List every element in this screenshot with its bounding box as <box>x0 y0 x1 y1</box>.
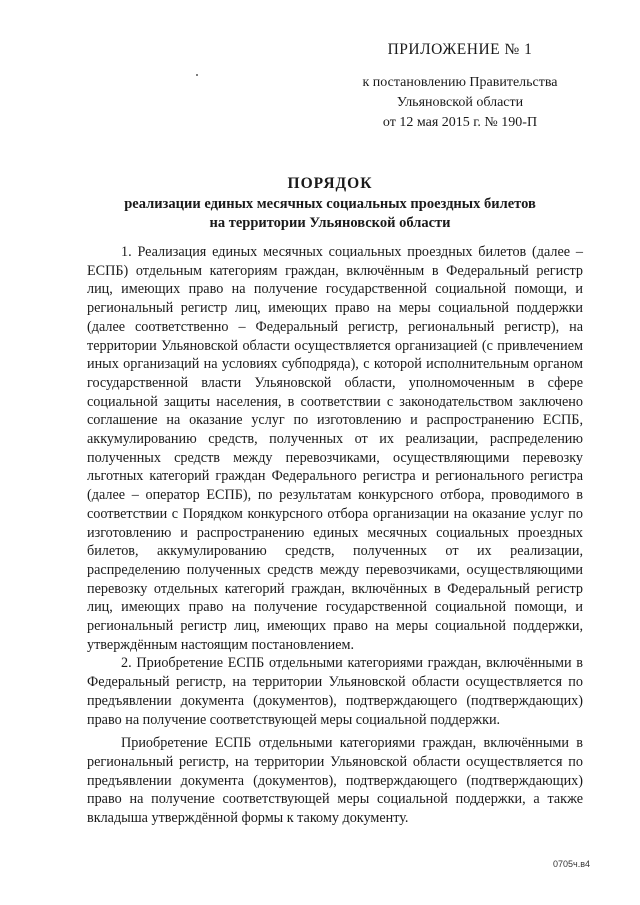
paragraph-1: 1. Реализация единых месячных социальных проездных билетов (далее – ЕСПБ) отдельным категориям граждан, включённым в Федеральный регистр лиц, имеющих право на получение государственной социальной помощи, и региональный регистр лиц, имеющих право на меры социальной поддержки (далее соответственно – Федеральный регистр, региональный регистр), на территории Ульяновской области осуществляется организацией (с привлечением иных организаций на условиях субподряда), с которой исполнительным органом государственной власти Ульяновской области, уполномоченным в сфере социальной защиты населения, в соответствии с законодательством заключено соглашение на оказание услуг по изготовлению и распространению ЕСПБ, аккумулированию средств, полученных от их реализации, распределению полученных средств между перевозчиками, осуществляющими перевозку льготных категорий граждан Федерального регистра и регионального регистра (далее – оператор ЕСПБ), по результатам конкурсного отбора, проводимого в соответствии с Порядком конкурсного отбора организации на оказание услуг по изготовлению и распространению единых месячных социальных проездных билетов, аккумулированию средств, полученных от их реализации, распределению полученных средств между перевозчиками, осуществляющими перевозку отдельных категорий граждан, включённых в Федеральный регистр лиц, имеющих право на получение государственной социальной помощи, и региональный регистр лиц, имеющих право на меры социальной поддержки, утверждённым настоящим постановлением. <box>87 244 583 653</box>
appendix-line-3: от 12 мая 2015 г. № 190-П <box>382 115 538 130</box>
appendix-block <box>345 40 575 133</box>
appendix-title: ПРИЛОЖЕНИЕ № 1 <box>387 41 533 58</box>
heading-main: ПОРЯДОК <box>287 175 373 192</box>
appendix-line-1: к постановлению Правительства <box>362 75 558 90</box>
document-heading <box>90 174 570 233</box>
appendix-line-2: Ульяновской области <box>396 95 524 110</box>
document-body <box>87 243 583 828</box>
document-code: 0705ч.в4 <box>553 859 590 869</box>
heading-line-1: реализации единых месячных социальных проездных билетов <box>124 196 536 212</box>
scan-speck <box>196 74 198 76</box>
heading-line-2: на территории Ульяновской области <box>209 215 451 231</box>
paragraph-2: 2. Приобретение ЕСПБ отдельными категориями граждан, включёнными в Федеральный регистр, на территории Ульяновской области осуществляется по предъявлении документа (документов), подтверждающего (подтверждающих) право на получение соответствующей меры социальной поддержки. <box>87 655 583 728</box>
paragraph-3: Приобретение ЕСПБ отдельными категориями граждан, включёнными в региональный регистр, на территории Ульяновской области осуществляется по предъявлении документа (документов), подтверждающего (подтверждающих) право на получение соответствующей меры социальной поддержки, а также вкладыша утверждённой формы к такому документу. <box>87 735 583 827</box>
